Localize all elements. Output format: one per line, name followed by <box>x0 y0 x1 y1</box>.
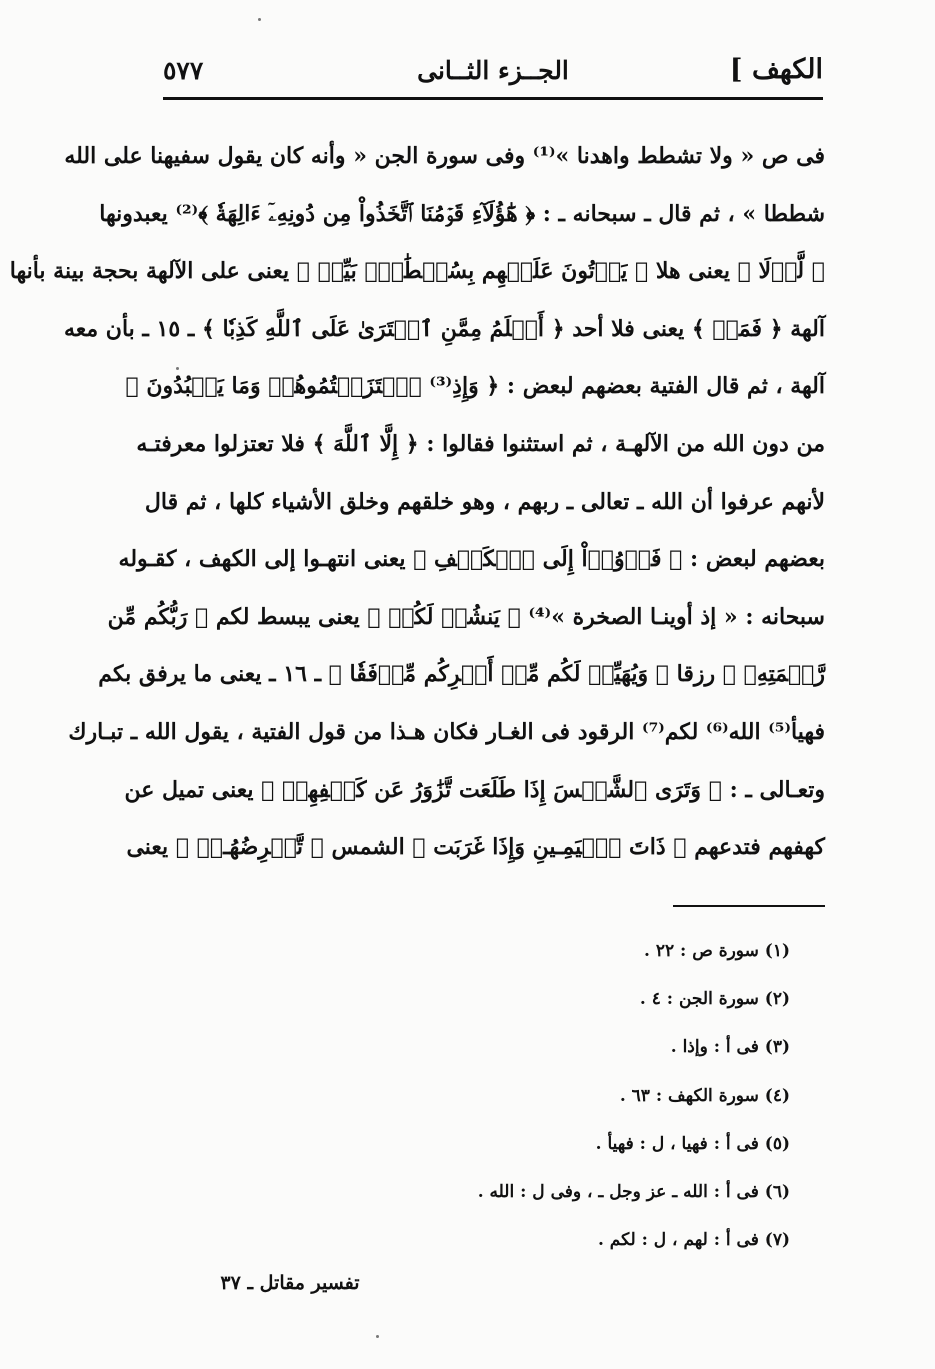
text-line: لأنهم عرفوا أن الله ـ تعالى ـ ربهم ، وهو خلقهم وخلق الأشياء كلها ، ثم قال <box>144 488 825 515</box>
text-line: كهفهم فتدعهم ﴿ ذَاتَ ٱلۡيَمِـينِ وَإِذَا غَرَبَت ﴾ الشمس ﴿ تَّقۡرِضُهُـمۡ ﴾ يعنى <box>126 834 825 861</box>
text-line: شططا » ، ثم قال ـ سبحانه ـ : ﴿ هَٰٓؤُلَآءِ قَوۡمُنَا ٱتَّخَذُواْ مِن دُونِهِۦٓ ءَالِهَةٗ ﴾⁽²⁾ يعبدونها <box>99 200 825 227</box>
text-line: من دون الله من الآلهـة ، ثم استثنوا فقالوا : ﴿ إِلَّا ٱللَّهَ ﴾ فلا تعتزلوا معرفتـه <box>136 430 825 457</box>
page-number: ٥٧٧ <box>163 56 204 85</box>
footnote: (٣) فى أ : وإذا . <box>670 1037 790 1058</box>
footnote: (٥) فى أ : فهيا ، ل : فهيأ . <box>595 1133 790 1154</box>
scan-speck <box>176 367 179 370</box>
main-text <box>9 128 825 877</box>
footnote: (٢) سورة الجن : ٤ . <box>639 989 790 1010</box>
text-line: آلهة ، ثم قال الفتية بعضهم لبعض : ﴿ وَإِذِ⁽³⁾ ٱعۡتَزَلۡتُمُوهُمۡ وَمَا يَعۡبُدُونَ ﴾ <box>125 373 825 400</box>
text-line: فهيأ⁽⁵⁾ الله⁽⁶⁾ لكم⁽⁷⁾ الرقود فى الغـار فكان هـذا من قول الفتية ، يقول الله ـ تبـارك <box>68 718 825 745</box>
text-line: رَّحۡمَتِهِۦ ﴾ رزقا ﴿ وَيُهَيِّئۡ لَكُم مِّنۡ أَمۡرِكُم مِّرۡفَقٗا ﴾ ـ ١٦ ـ يعنى ما يرفق بكم <box>98 661 825 688</box>
header-rule <box>163 97 823 100</box>
signature-mark: تفسير مقاتل ـ ٣٧ <box>220 1272 360 1294</box>
text-line: ﴿ لَّوۡلَا ﴾ يعنى هلا ﴿ يَأۡتُونَ عَلَيۡهِم بِسُلۡطَٰنِۢ بَيِّنٖ ﴾ يعنى على الآلهة بحجة بينة بأنها <box>9 258 825 285</box>
running-header <box>163 50 823 94</box>
text-line: سبحانه : « إذ أوينـا الصخرة »⁽⁴⁾ ﴿ يَنشُرۡ لَكُمۡ ﴾ يعنى يبسط لكم ﴿ رَبُّكُم مِّن <box>107 603 825 630</box>
footnote-rule <box>673 905 825 907</box>
footnote: (٧) فى أ : لهم ، ل : لكم . <box>597 1230 790 1251</box>
text-line: وتعـالى ـ : ﴿ وَتَرَى ٱلشَّمۡسَ إِذَا طَلَعَت تَّزَٰوَرُ عَن كَهۡفِهِمۡ ﴾ يعنى تميل عن <box>124 776 825 803</box>
footnotes <box>300 927 790 1264</box>
scan-speck <box>376 1335 379 1338</box>
footnote: (٦) فى أ : الله ـ عز وجل ـ ، وفى ل : الله . <box>477 1181 790 1202</box>
juz-title: الجــزء الثــانى <box>417 56 569 85</box>
text-line: فى ص « ولا تشطط واهدنا »⁽¹⁾ وفى سورة الجن « وأنه كان يقول سفيهنا على الله <box>64 143 825 169</box>
scan-speck <box>258 18 261 21</box>
footnote: (٤) سورة الكهف : ٦٣ . <box>619 1085 790 1106</box>
surah-title: الكهف ] <box>729 54 823 85</box>
text-line: بعضهم لبعض : ﴿ فَأۡوُۥٓاْ إِلَى ٱلۡكَهۡفِ ﴾ يعنى انتهـوا إلى الكهف ، كقـوله <box>118 546 825 573</box>
text-line: آلهة ﴿ فَمَنۡ ﴾ يعنى فلا أحد ﴿ أَظۡلَمُ مِمَّنِ ٱفۡتَرَىٰ عَلَى ٱللَّهِ كَذِبٗا ﴾ ـ ١٥ ـ بأن معه <box>63 315 825 342</box>
footnote: (١) سورة ص : ٢٢ . <box>644 941 790 961</box>
